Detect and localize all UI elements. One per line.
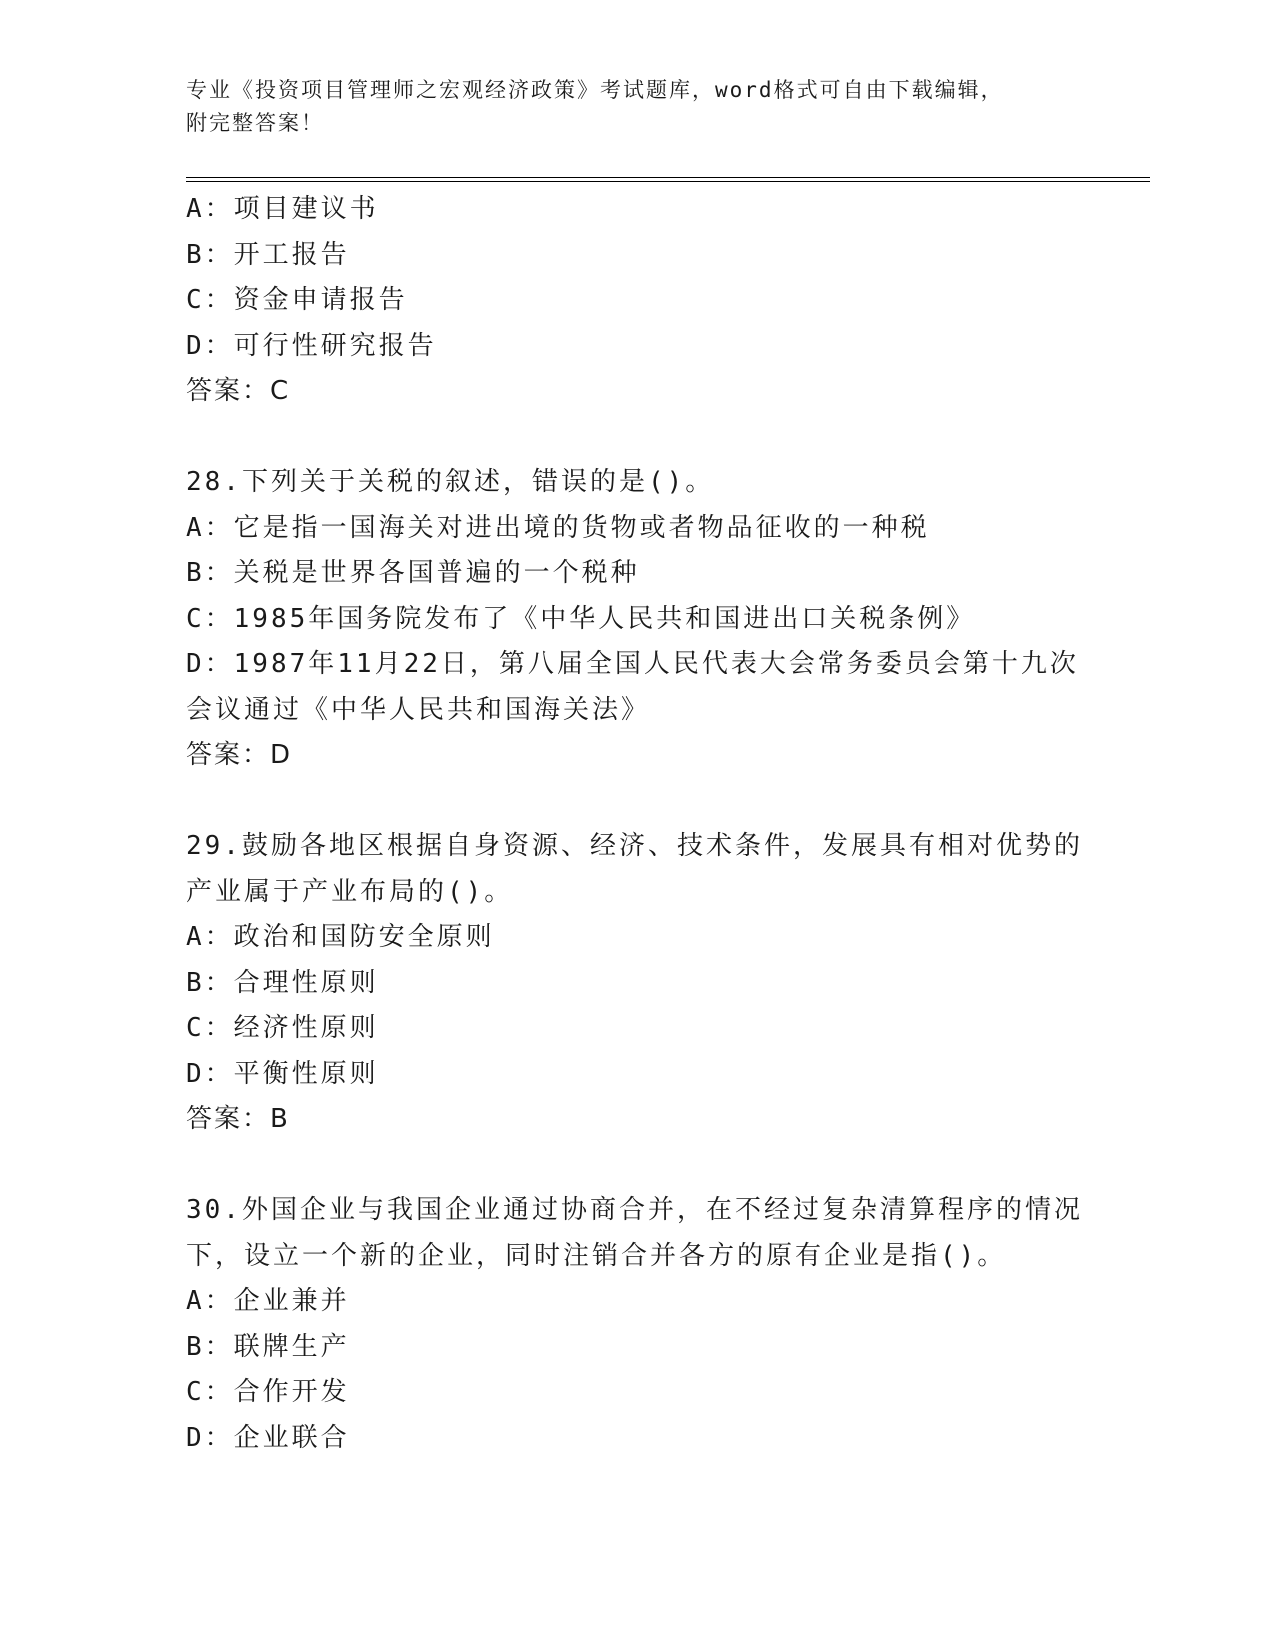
- question-stem: 30.外国企业与我国企业通过协商合并，在不经过复杂清算程序的情况: [186, 1195, 1083, 1225]
- question-stem-continued: 下，设立一个新的企业，同时注销合并各方的原有企业是指()。: [186, 1240, 1007, 1271]
- option-b: B：开工报告: [186, 239, 350, 270]
- question-stem: 29.鼓励各地区根据自身资源、经济、技术条件，发展具有相对优势的: [186, 831, 1083, 861]
- option-a: A：项目建议书: [186, 194, 379, 224]
- option-c: C：资金申请报告: [186, 285, 408, 315]
- option-a: A：政治和国防安全原则: [186, 922, 495, 952]
- document-header: [186, 74, 1066, 140]
- option-b: B：联牌生产: [186, 1331, 350, 1362]
- question-27: [186, 187, 1086, 415]
- spacer: [186, 779, 1086, 825]
- option-c: C：合作开发: [186, 1377, 350, 1407]
- question-stem: 28.下列关于关税的叙述，错误的是()。: [186, 467, 715, 497]
- header-divider: [186, 177, 1150, 182]
- question-list: [186, 187, 1086, 1461]
- header-line-1: 专业《投资项目管理师之宏观经济政策》考试题库，word格式可自由下载编辑，: [186, 78, 1004, 102]
- question-30: [186, 1188, 1086, 1461]
- header-line-2: 附完整答案！: [186, 111, 324, 135]
- spacer: [186, 415, 1086, 461]
- option-a: A：它是指一国海关对进出境的货物或者物品征收的一种税: [186, 512, 930, 543]
- option-a: A：企业兼并: [186, 1286, 350, 1316]
- answer: 答案：D: [186, 740, 293, 770]
- answer: 答案：B: [186, 1104, 290, 1134]
- option-d: D：可行性研究报告: [186, 330, 437, 361]
- option-d: D：1987年11月22日，第八届全国人民代表大会常务委员会第十九次: [186, 649, 1079, 679]
- question-28: [186, 460, 1086, 779]
- option-c: C：经济性原则: [186, 1013, 379, 1043]
- option-c: C：1985年国务院发布了《中华人民共和国进出口关税条例》: [186, 603, 976, 634]
- answer: 答案：C: [186, 376, 291, 406]
- question-29: [186, 824, 1086, 1143]
- option-d: D：平衡性原则: [186, 1058, 379, 1089]
- option-b: B：合理性原则: [186, 967, 379, 998]
- option-d-continued: 会议通过《中华人民共和国海关法》: [186, 694, 651, 725]
- option-d: D：企业联合: [186, 1422, 350, 1453]
- question-stem-continued: 产业属于产业布局的()。: [186, 876, 514, 907]
- option-b: B：关税是世界各国普遍的一个税种: [186, 558, 640, 588]
- spacer: [186, 1143, 1086, 1189]
